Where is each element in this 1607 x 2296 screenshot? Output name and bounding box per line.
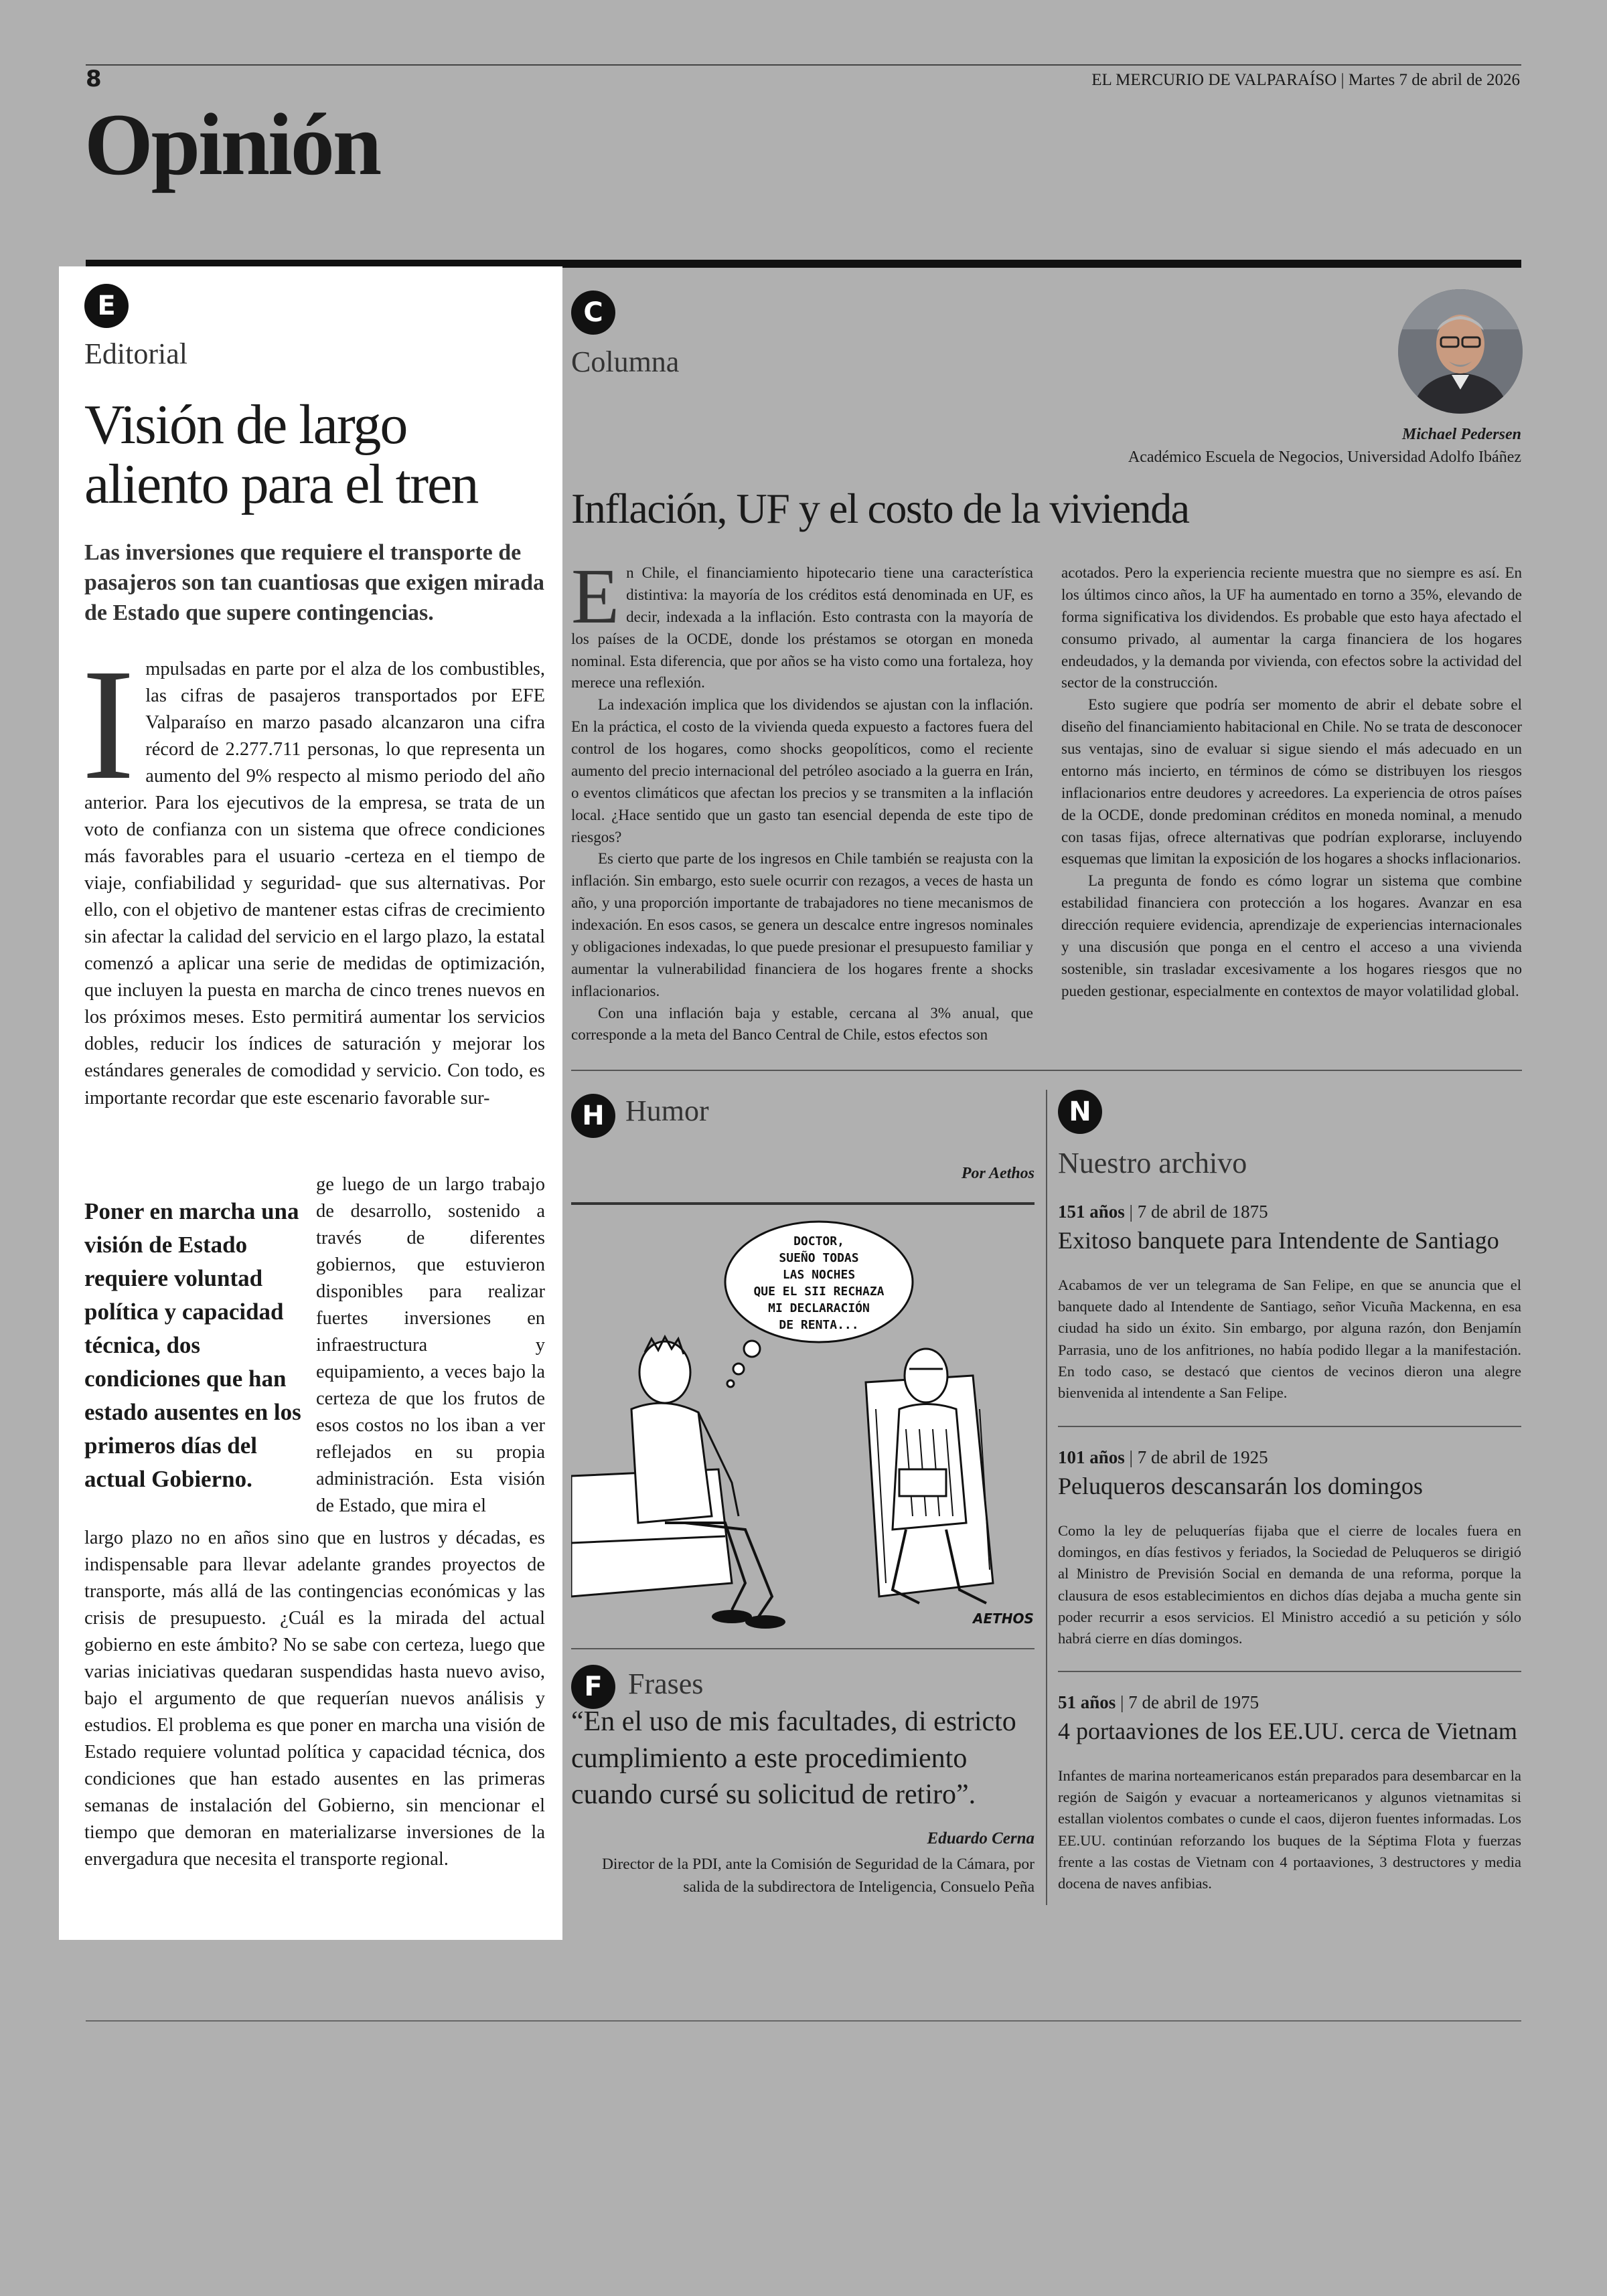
bubble-line1: DOCTOR, [793, 1234, 844, 1248]
archive-item-meta: 151 años | 7 de abril de 1875 [1058, 1202, 1268, 1222]
column-right-p1: acotados. Pero la experiencia reciente muestra que no siempre es así. En los últimos cinco años, la UF ha aumentado en torno a 35%, elevando de forma significativa los dividendos. Es probable que esto haya afectado el consumo privado, al aumentar la carga financiera de los hogares endeudados, y la demanda por vivienda, con efectos sobre la actividad del sector de la construcción. [1061, 564, 1522, 691]
archive-item-meta: 51 años | 7 de abril de 1975 [1058, 1692, 1259, 1712]
editorial-badge: E [84, 284, 129, 328]
bubble-line6: DE RENTA... [779, 1318, 859, 1332]
column-dropcap: E [571, 552, 620, 640]
archive-item [1058, 1692, 1521, 1894]
bubble-line2: SUEÑO TODAS [779, 1251, 859, 1265]
masthead: EL MERCURIO DE VALPARAÍSO | Martes 7 de abril de 2026 [1091, 71, 1520, 89]
archive-item-date: 7 de abril de 1975 [1128, 1692, 1259, 1712]
column-badge: C [571, 291, 615, 335]
editorial-lead: Las inversiones que requiere el transporte de pasajeros son tan cuantiosas que exigen mirada de Estado que supere contingencias. [84, 540, 544, 625]
archive-item-meta: 101 años | 7 de abril de 1925 [1058, 1447, 1268, 1467]
footer-rule [86, 2020, 1521, 2022]
archive-item-years: 151 años [1058, 1202, 1125, 1222]
cartoon [571, 1208, 1035, 1637]
editorial-title [84, 395, 546, 514]
archive-item-text: Como la ley de peluquerías fijaba que el cierre de locales fuera en domingos, en días festivos y feriados, la Sociedad de Peluqueros se dirigió al Ministro de Previsión Social en demanda de una reforma, porque la clausura de esos establecimientos en dichos días dejaba a mucha gente sin poder recurrir a esos servicios. El Ministro accedió a su petición y sólo habrá cierre en días domingos. [1058, 1522, 1521, 1647]
archive-item-title: 4 portaaviones de los EE.UU. cerca de Vietnam [1058, 1718, 1517, 1744]
archive-divider-2 [1058, 1671, 1521, 1672]
column-author: Michael Pedersen [1402, 426, 1521, 443]
page-number: 8 [86, 66, 102, 92]
humor-kicker: Humor [625, 1094, 709, 1127]
humor-badge: H [571, 1094, 615, 1138]
newspaper-name: EL MERCURIO DE VALPARAÍSO [1091, 71, 1337, 89]
column-bottom-rule [571, 1070, 1522, 1071]
archive-item-title: Peluqueros descansarán los domingos [1058, 1473, 1423, 1499]
bubble-line3: LAS NOCHES [782, 1268, 856, 1282]
archive-item-text: Acabamos de ver un telegrama de San Felipe, en que se anuncia que el banquete dado al Intendente de Santiago, señor Vicuña Mackenna, en esa ciudad ha sido un éxito. Sin embargo, por alguna razón, don Benjamín Parrasia, uno de los anfitriones, no había podido llegar a la manifestación. En todo caso, se destacó que cientos de vecinos dieron una alegre bienvenida al intendente a San Felipe. [1058, 1277, 1521, 1401]
editorial-body-top-text: mpulsadas en parte por el alza de los combustibles, las cifras de pasajeros transportados por EFE Valparaíso en marzo pasado alcanzaron una cifra récord de 2.277.711 personas, lo que representa un aumento del 9% respecto al mismo periodo del año anterior. Para los ejecutivos de la empresa, se trata de un voto de confianza con un sistema que ofrece condiciones más favorables para el usuario -certeza en el tiempo de viaje, confiabilidad y seguridad- que sus alternativas. Por ello, con el objetivo de mantener estas cifras de crecimiento sin afectar la calidad del servicio en el largo plazo, la estatal comenzó a aplicar una serie de medidas de optimización, que incluyen la puesta en marcha de cinco trenes nuevos en los próximos meses. Esto permitirá aumentar los servicios dobles, reducir los índices de saturación y mejorar los estándares generales de comodidad y servicio. Con todo, es importante recordar que este escenario favorable sur- [84, 659, 545, 1109]
archive-item [1058, 1447, 1521, 1649]
frases-kicker: Frases [628, 1667, 704, 1700]
column-right-p2: Esto sugiere que podría ser momento de abrir el debate sobre el diseño del financiamiento habitacional en Chile. No se trata de desconocer sus ventajas, sino de evaluar si sigue siendo el más adecuado en un entorno más incierto, en términos de cómo se distribuyen los riesgos inflacionarios entre deudores y acreedores. La experiencia de otros países de la OCDE, donde predominan créditos en moneda nominal, a menudo con tasas fijas, ofrece alternativas que podrían explorarse, incluyendo esquemas que limitan la exposición de los hogares a shocks inflacionarios. [1061, 696, 1522, 868]
frases-badge: F [571, 1665, 615, 1709]
humor-bottom-rule [571, 1648, 1035, 1649]
author-portrait-icon [1398, 289, 1523, 414]
column-right-p3: La pregunta de fondo es cómo lograr un sistema que combine estabilidad financiera con protección a los hogares. Avanzar en esa dirección requiere evidencia, aprendizaje de experiencias internacionales y una discusión que ponga en el centro el acceso a una vivienda sostenible, sin trasladar excesivamente a los hogares riesgos que no pueden gestionar, especialmente en contextos de mayor volatilidad global. [1061, 872, 1522, 999]
author-photo [1398, 289, 1523, 414]
column-kicker: Columna [571, 345, 680, 378]
column-left-text [571, 552, 1033, 1046]
bubble-line5: MI DECLARACIÓN [768, 1301, 870, 1315]
column-right-text [1061, 562, 1522, 1003]
archive-divider-1 [1058, 1426, 1521, 1427]
column-left-p2: La indexación implica que los dividendos se ajustan con la inflación. En la práctica, el costo de la vivienda queda expuesto a factores fuera del control de los hogares, como shocks geopolíticos, como el reciente aumento del precio internacional del petróleo asociado a la guerra en Irán, o eventos climáticos que afectan los precios y se transmiten a la inflación local. ¿Hace sentido que un gasto tan esencial dependa de este tipo de riesgos? [571, 696, 1033, 845]
cartoon-illustration-icon [571, 1208, 1035, 1637]
column-left-p4: Con una inflación baja y estable, cercana al 3% anual, que corresponde a la meta del Banco Central de Chile, estos efectos son [571, 1004, 1033, 1044]
cartoon-signature: AETHOS [973, 1611, 1034, 1627]
editorial-body-top [82, 637, 545, 1112]
archive-item-date: 7 de abril de 1875 [1137, 1202, 1268, 1222]
column-left-p3: Es cierto que parte de los ingresos en Chile también se reajusta con la inflación. Sin embargo, esto suele ocurrir con rezagos, a veces de hasta un año, y una proporción importante de trabajadores no tiene mecanismos de indexación. En esos casos, se genera un descalce entre ingresos nominales y obligaciones indexadas, lo que puede presionar el presupuesto familiar y aumentar la vulnerabilidad financiera de los hogares frente a shocks inflacionarios. [571, 850, 1033, 999]
editorial-dropcap: I [82, 637, 135, 813]
frases-quote: “En el uso de mis facultades, di estricto cumplimiento a este procedimiento cuando cursé su solicitud de retiro”. [571, 1706, 1016, 1811]
top-rule [86, 64, 1521, 66]
editorial-body-side: ge luego de un largo trabajo de desarrollo, sostenido a través de diferentes gobiernos, que estuvieron disponibles para realizar fuertes inversiones en infraestructura y equipamiento, a veces bajo la certeza de que los frutos de esos costos no los iban a ver reflejados en su propia administración. Esta visión de Estado, que mira el [316, 1174, 545, 1517]
archive-item-years: 51 años [1058, 1692, 1116, 1712]
archive-item-title: Exitoso banquete para Intendente de Santiago [1058, 1227, 1499, 1254]
archive-kicker: Nuestro archivo [1058, 1147, 1247, 1179]
editorial-title-line1: Visión de largo [84, 394, 407, 456]
archive-badge: N [1058, 1090, 1102, 1134]
bubble-line4: QUE EL SII RECHAZA [753, 1285, 885, 1299]
editorial-title-line2: aliento para el tren [84, 453, 478, 516]
archive-item [1058, 1202, 1521, 1404]
humor-byline: Por Aethos [961, 1165, 1035, 1182]
column-left-p1: n Chile, el financiamiento hipotecario tiene una característica distintiva: la mayoría de los créditos está denominada en UF, es decir, indexada a la inflación. Esto contrasta con la mayoría de los países de la OCDE, donde los préstamos se otorgan en moneda nominal. Esta diferencia, que por años se ha visto como una fortaleza, hoy merece una reflexión. [571, 564, 1033, 691]
archive-item-years: 101 años [1058, 1447, 1125, 1467]
editorial-kicker: Editorial [84, 337, 187, 370]
issue-date: Martes 7 de abril de 2026 [1348, 71, 1520, 89]
archive-item-text: Infantes de marina norteamericanos están preparados para desembarcar en la región de Saigón y evacuar a norteamericanos y algunos vietnamitas si estallan violentos combates o cunde el caos, dijeron fuentes informadas. Los EE.UU. continúan reforzando los buques de la Séptima Flota y fuerzas frente a las costas de Vietnam con 4 portaaviones, 3 destructores y media docena de naves anfibias. [1058, 1767, 1521, 1892]
column-author-role: Académico Escuela de Negocios, Universidad Adolfo Ibáñez [1128, 448, 1521, 466]
editorial-body-bottom: largo plazo no en años sino que en lustros y décadas, es indispensable para llevar adelante grandes proyectos de transporte, más allá de las contingencias económicas y las crisis de presupuesto. ¿Cuál es la mirada del actual gobierno en este ámbito? No se sabe con certeza, luego que varias iniciativas quedaran suspendidas hasta nuevo aviso, bajo el argumento de que requerían nuevos análisis y estudios. El problema es que poner en marcha una visión de Estado requiere voluntad política y capacidad técnica, dos condiciones que han estado ausentes en las primeras semanas de instalación del Gobierno, sin mencionar el tiempo que demoran en materializarse inversiones de la envergadura que necesita el transporte regional. [84, 1528, 545, 1870]
section-title: Opinión [84, 95, 380, 193]
vertical-divider [1046, 1090, 1047, 1905]
column-title: Inflación, UF y el costo de la vivienda [571, 485, 1189, 532]
editorial-pullquote: Poner en marcha una visión de Estado requiere voluntad política y capacidad técnica, dos condiciones que han estado ausentes en los primeros días del actual Gobierno. [84, 1198, 301, 1493]
archive-item-date: 7 de abril de 1925 [1137, 1447, 1268, 1467]
frases-author: Eduardo Cerna [927, 1829, 1035, 1848]
frases-role: Director de la PDI, ante la Comisión de Seguridad de la Cámara, por salida de la subdirectora de Inteligencia, Consuelo Peña [601, 1856, 1035, 1896]
humor-top-rule [571, 1202, 1035, 1205]
